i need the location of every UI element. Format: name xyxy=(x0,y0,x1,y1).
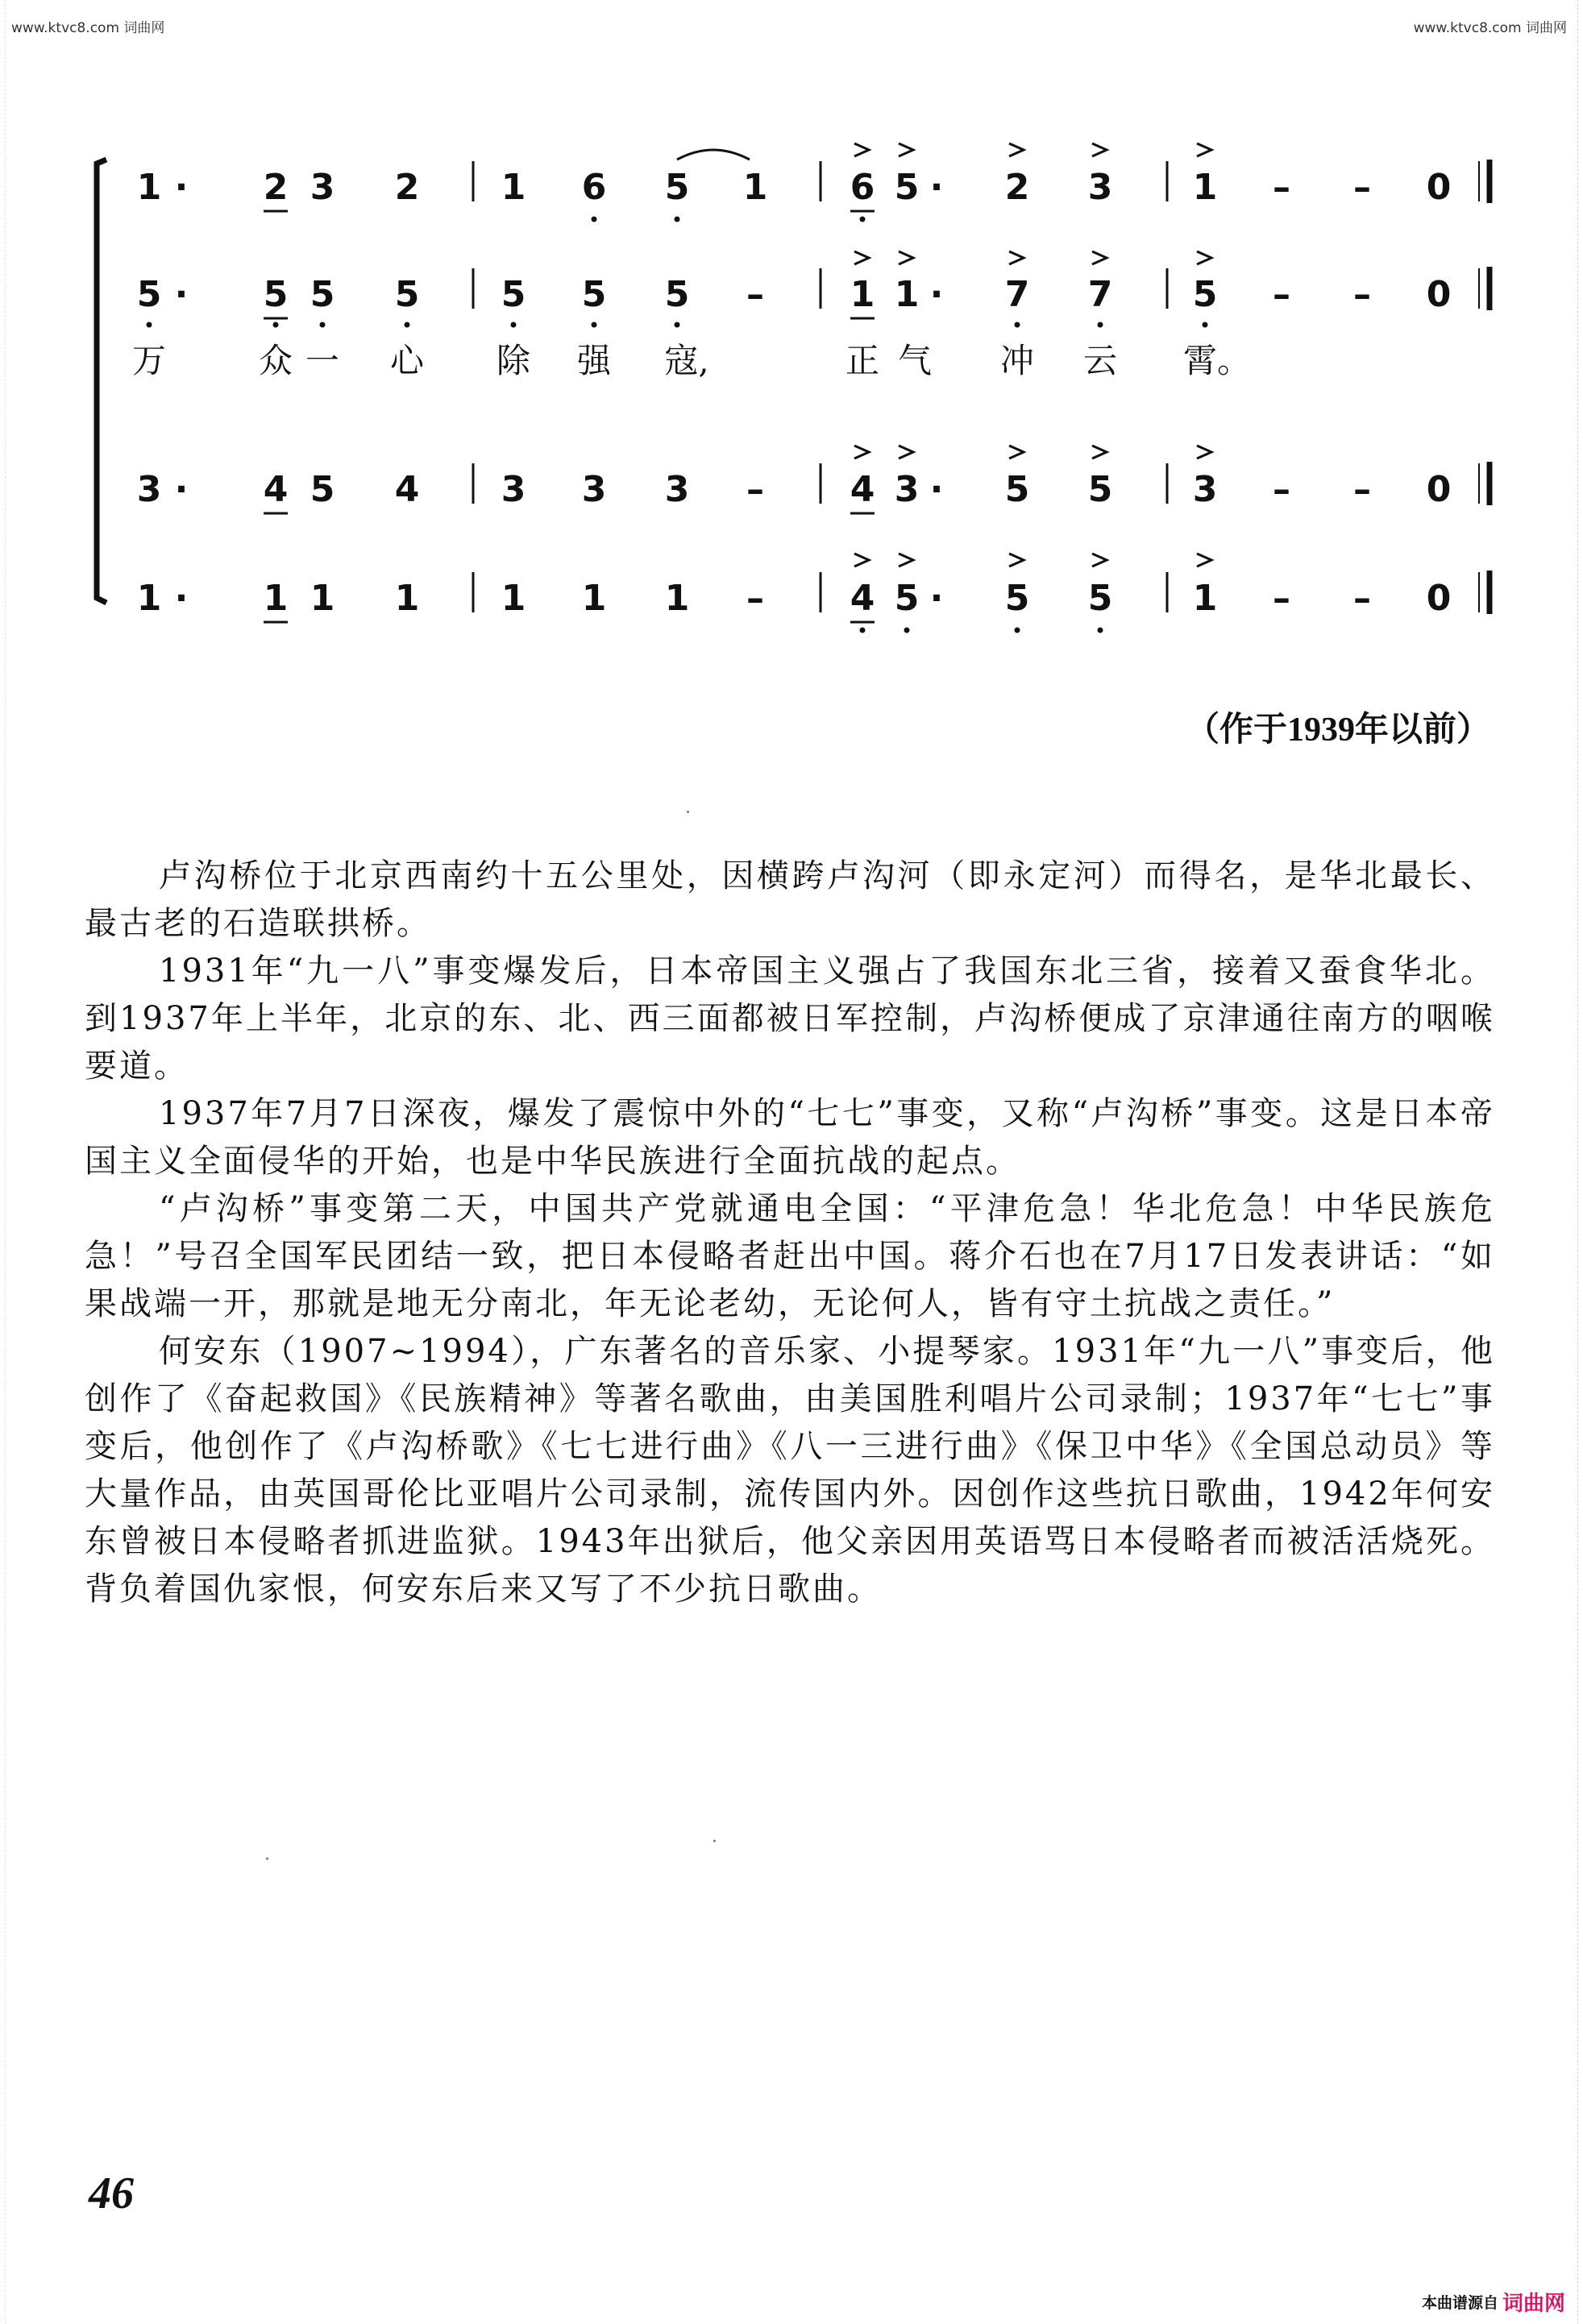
lyric: 寇, xyxy=(664,341,709,380)
barlines xyxy=(473,160,1490,614)
note: · xyxy=(929,469,944,510)
paragraph: 1937年7月7日深夜，爆发了震惊中外的“七七”事变，又称“卢沟桥”事变。这是日本帝国主义全面侵华的开始，也是中华民族进行全面抗战的起点。 xyxy=(85,1095,1495,1180)
note: – xyxy=(1353,167,1371,208)
note: 5 xyxy=(501,274,526,315)
note: – xyxy=(1273,274,1290,315)
note: 5 xyxy=(310,469,335,510)
watermark-top-right: www.ktvc8.com 词曲网 xyxy=(1413,20,1567,36)
note: 0 xyxy=(1426,469,1452,510)
note: · xyxy=(929,578,944,619)
lyric: 除 xyxy=(496,341,531,380)
note: – xyxy=(746,578,764,619)
note: – xyxy=(1353,578,1371,619)
note: – xyxy=(746,274,764,315)
lyric: 万 xyxy=(131,341,167,380)
note: 2 xyxy=(1004,167,1030,208)
note: 5 xyxy=(1087,578,1113,619)
note: 5 xyxy=(1087,469,1113,510)
lyric: 正 xyxy=(845,341,880,380)
note: 1 xyxy=(1192,578,1218,619)
note: 5 xyxy=(664,274,690,315)
note: 0 xyxy=(1426,167,1452,208)
note: · xyxy=(174,167,189,208)
composition-date-note: （作于1939年以前） xyxy=(1185,712,1490,749)
note: – xyxy=(1273,469,1290,510)
note: 1 xyxy=(310,578,335,619)
note: 5 xyxy=(1004,578,1030,619)
lyrics xyxy=(132,341,1251,380)
scan-speck xyxy=(713,1840,716,1842)
note: 5 xyxy=(664,167,690,208)
part-2-notes xyxy=(137,274,1452,315)
watermark-brand-logo: 词曲网 xyxy=(1502,2292,1565,2316)
lyric: 众 xyxy=(258,341,293,380)
note: – xyxy=(1353,274,1371,315)
note: – xyxy=(1273,167,1290,208)
watermark-source-label: 本曲谱源自 xyxy=(1421,2294,1498,2312)
note: 4 xyxy=(394,469,420,510)
note: 1 xyxy=(501,578,526,619)
part-4-notes xyxy=(137,578,1452,619)
lyric: 强 xyxy=(576,341,612,380)
part-3-notes xyxy=(137,469,1452,510)
slur xyxy=(677,150,750,160)
note: · xyxy=(174,578,189,619)
note: 4 xyxy=(850,578,875,619)
lyric: 冲 xyxy=(999,341,1035,380)
note: 2 xyxy=(394,167,420,208)
part-1-notes xyxy=(137,167,1452,208)
note-underlines xyxy=(264,211,875,622)
note: 3 xyxy=(310,167,335,208)
lyric: 一 xyxy=(305,341,340,380)
lyric: 心 xyxy=(389,341,425,380)
note: 7 xyxy=(1004,274,1030,315)
music-score xyxy=(0,0,1583,645)
note: 1 xyxy=(1192,167,1218,208)
note: 1 xyxy=(850,274,875,315)
lyric: 霄。 xyxy=(1182,341,1252,380)
note: 1 xyxy=(742,167,768,208)
note: 5 xyxy=(263,274,289,315)
note: 5 xyxy=(310,274,335,315)
paragraph: 何安东（1907~1994），广东著名的音乐家、小提琴家。1931年“九一八”事变后，他创作了《奋起救国》《民族精神》等著名歌曲，由美国胜利唱片公司录制；1937年“七七”事变后，他创作了《卢沟桥歌》《七七进行曲》《八一三进行曲》《保卫中华》《全国总动员》等大量作品，由英国哥伦比亚唱片公司录制，流传国内外。因创作这些抗日歌曲，1942年何安东曾被日本侵略者抓进监狱。1943年出狱后，他父亲因用英语骂日本侵略者而被活活烧死。背负着国仇家恨，何安东后来又写了不少抗日歌曲。 xyxy=(85,1333,1495,1608)
lyric: 气 xyxy=(897,341,933,380)
note: 3 xyxy=(894,469,920,510)
paragraph: “卢沟桥”事变第二天，中国共产党就通电全国：“平津危急！华北危急！中华民族危急！”号召全国军民团结一致，把日本侵略者赶出中国。蒋介石也在7月17日发表讲话：“如果战端一开，那就是地无分南北，年无论老幼，无论何人，皆有守土抗战之责任。” xyxy=(85,1190,1495,1322)
note: 3 xyxy=(664,469,690,510)
note: 1 xyxy=(136,578,162,619)
article-body xyxy=(85,853,1495,1613)
note: – xyxy=(1353,469,1371,510)
note: 1 xyxy=(664,578,690,619)
note: 0 xyxy=(1426,578,1452,619)
note: 5 xyxy=(894,167,920,208)
note: – xyxy=(746,469,764,510)
note: 3 xyxy=(1087,167,1113,208)
note: 5 xyxy=(894,578,920,619)
scan-speck xyxy=(687,811,689,813)
note: · xyxy=(929,167,944,208)
note: 0 xyxy=(1426,274,1452,315)
note: 1 xyxy=(263,578,289,619)
note: 1 xyxy=(501,167,526,208)
note: · xyxy=(174,469,189,510)
paragraph: 卢沟桥位于北京西南约十五公里处，因横跨卢沟河（即永定河）而得名，是华北最长、最古老的石造联拱桥。 xyxy=(85,857,1495,942)
note: 5 xyxy=(136,274,162,315)
note: 1 xyxy=(581,578,607,619)
note: 3 xyxy=(501,469,526,510)
note: 6 xyxy=(581,167,607,208)
note: 5 xyxy=(394,274,420,315)
note: 3 xyxy=(136,469,162,510)
note: 1 xyxy=(136,167,162,208)
lyric: 云 xyxy=(1082,341,1118,380)
note: 7 xyxy=(1087,274,1113,315)
note: 5 xyxy=(1192,274,1218,315)
note: 2 xyxy=(263,167,289,208)
note: 3 xyxy=(1192,469,1218,510)
note: 5 xyxy=(581,274,607,315)
note: 4 xyxy=(850,469,875,510)
note: 1 xyxy=(394,578,420,619)
scan-speck xyxy=(266,1857,268,1860)
note: 4 xyxy=(263,469,289,510)
note: · xyxy=(174,274,189,315)
system-brace xyxy=(97,160,106,603)
note: 6 xyxy=(850,167,875,208)
note: 5 xyxy=(1004,469,1030,510)
paragraph: 1931年“九一八”事变爆发后，日本帝国主义强占了我国东北三省，接着又蚕食华北。到1937年上半年，北京的东、北、西三面都被日军控制，卢沟桥便成了京津通往南方的咽喉要道。 xyxy=(85,952,1495,1085)
page-number: 46 xyxy=(89,2168,134,2218)
note: – xyxy=(1273,578,1290,619)
note: 3 xyxy=(581,469,607,510)
note: · xyxy=(929,274,944,315)
watermark-top-left: www.ktvc8.com 词曲网 xyxy=(11,20,165,36)
note: 1 xyxy=(894,274,920,315)
